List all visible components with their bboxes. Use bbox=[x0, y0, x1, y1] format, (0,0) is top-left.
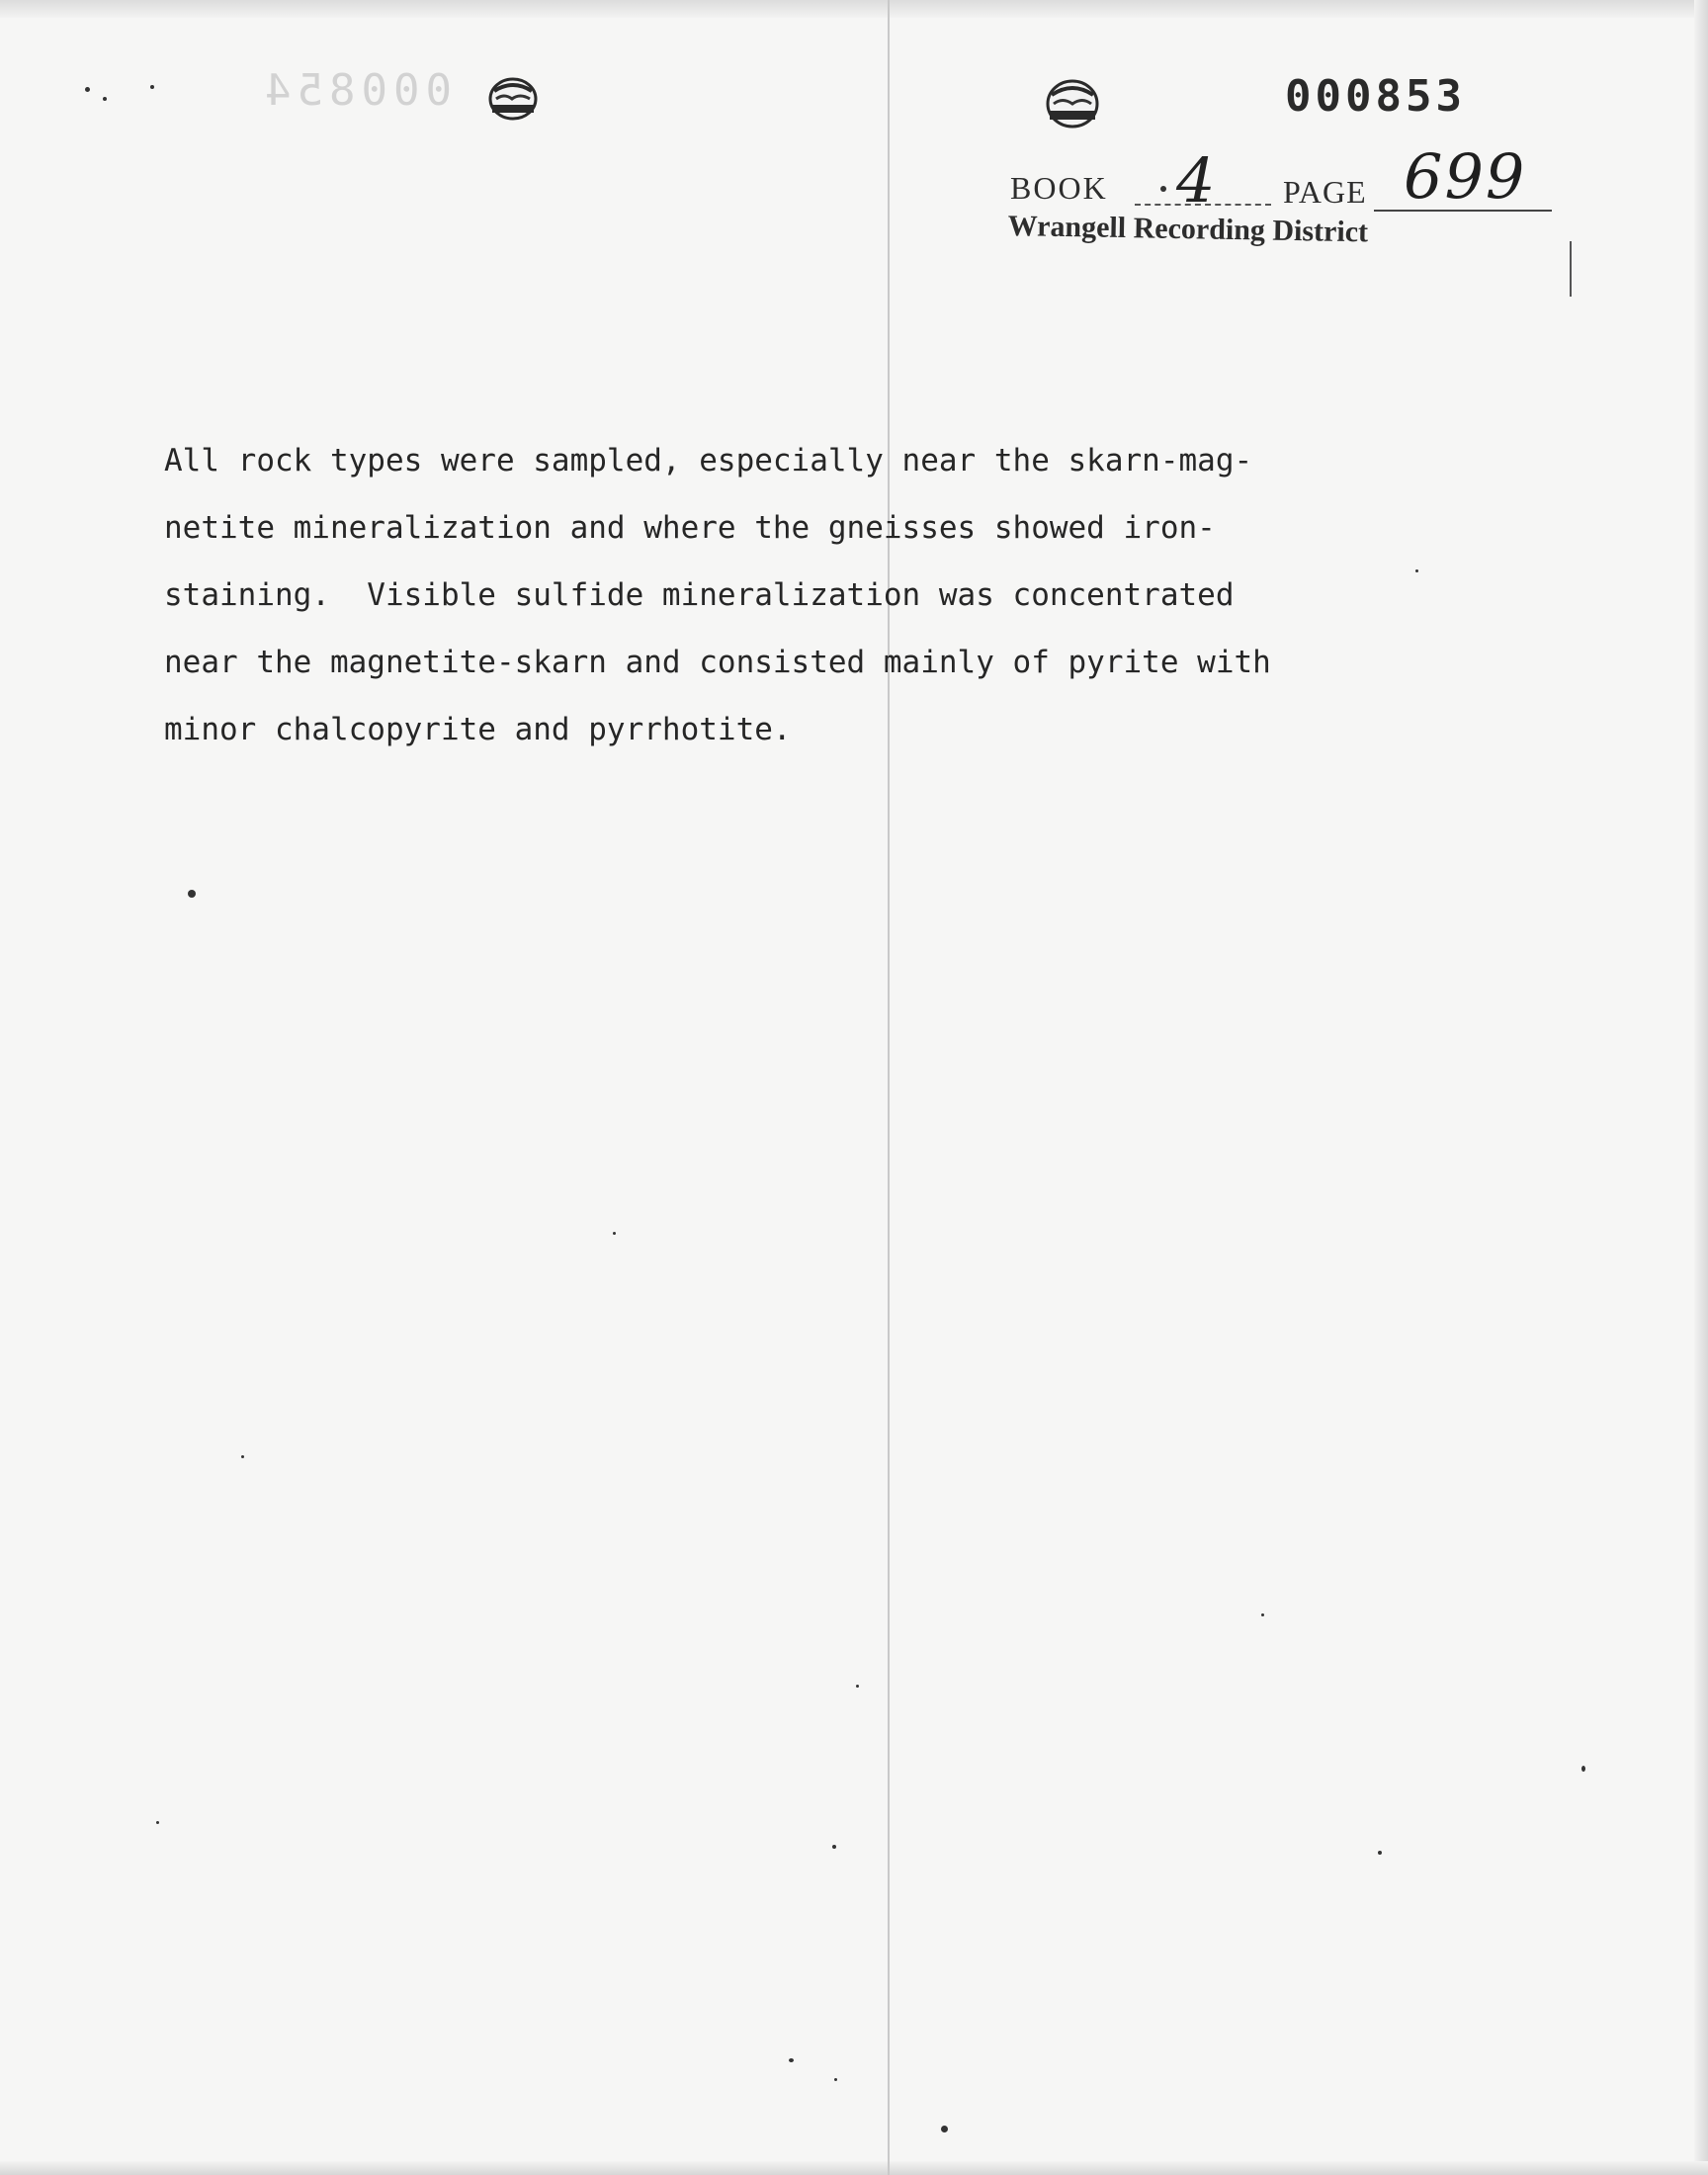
document-number: 000853 bbox=[1285, 71, 1466, 122]
page-edge-right bbox=[1694, 0, 1708, 2175]
ink-speck bbox=[188, 890, 196, 898]
ink-speck bbox=[1378, 1851, 1382, 1855]
ink-speck bbox=[856, 1685, 859, 1688]
ink-speck bbox=[834, 2078, 837, 2081]
page-edge-bottom bbox=[0, 2161, 1708, 2175]
body-line: netite mineralization and where the gneisses showed iron- bbox=[164, 510, 1216, 546]
ink-speck bbox=[941, 2126, 948, 2132]
book-number: 4 bbox=[1176, 144, 1216, 217]
ink-speck bbox=[85, 87, 90, 92]
body-line: minor chalcopyrite and pyrrhotite. bbox=[164, 712, 792, 747]
ink-speck bbox=[150, 85, 154, 89]
ink-speck bbox=[1261, 1613, 1264, 1616]
page-edge-top bbox=[0, 0, 1708, 18]
body-line: near the magnetite-skarn and consisted mainly of pyrite with bbox=[164, 645, 1271, 680]
ink-dot bbox=[1160, 186, 1166, 192]
ink-speck bbox=[789, 2058, 794, 2062]
margin-mark bbox=[1570, 241, 1572, 297]
recording-stamp bbox=[1007, 140, 1542, 257]
ink-speck bbox=[1415, 569, 1418, 572]
seal-icon bbox=[1046, 79, 1099, 133]
ink-speck bbox=[241, 1455, 244, 1458]
ink-speck bbox=[613, 1232, 616, 1235]
body-line: staining. Visible sulfide mineralization was concentrated bbox=[164, 577, 1235, 613]
seal-icon bbox=[488, 77, 538, 126]
book-label: BOOK bbox=[1010, 170, 1108, 206]
bleed-through-number: 000854 bbox=[259, 65, 452, 116]
ink-speck bbox=[103, 97, 107, 101]
fold-line bbox=[888, 0, 890, 2175]
body-paragraph bbox=[164, 427, 1449, 763]
recording-district: Wrangell Recording District bbox=[1007, 210, 1369, 249]
ink-speck bbox=[156, 1821, 159, 1824]
body-line: All rock types were sampled, especially near the skarn-mag- bbox=[164, 443, 1253, 478]
ink-speck bbox=[1581, 1766, 1585, 1772]
page-label: PAGE bbox=[1283, 174, 1367, 210]
ink-speck bbox=[832, 1845, 836, 1849]
page-number: 699 bbox=[1404, 140, 1527, 213]
